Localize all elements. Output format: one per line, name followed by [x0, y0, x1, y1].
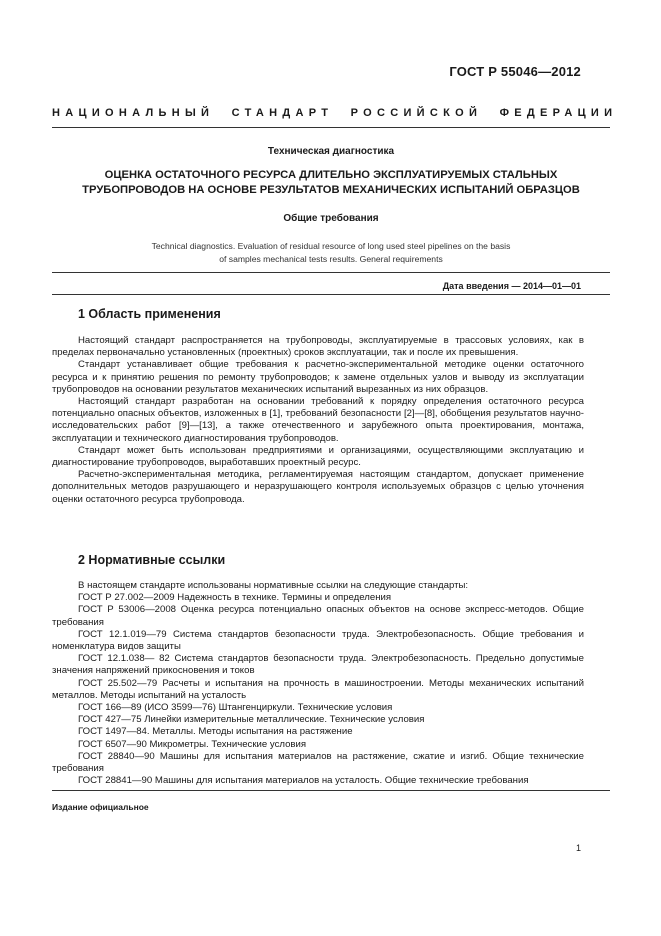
section-1-heading: 1 Область применения [78, 307, 221, 321]
reference-item: ГОСТ 166—89 (ИСО 3599—76) Штангенциркули. Технические условия [78, 702, 393, 714]
paragraph: Настоящий стандарт разработан на основании требований к порядку определения остаточного ресурса потенциально опасных объектов, изложенных в [1], требований безопасности [2]—[8], обобщения результатов научно-исследовательских работ [9]—[13], а также отечественного и зарубежного опыта проектирования, монтажа, эксплуатации и технического диагностирования трубопроводов. [52, 396, 584, 444]
document-title: ОЦЕНКА ОСТАТОЧНОГО РЕСУРСА ДЛИТЕЛЬНО ЭКСПЛУАТИРУЕМЫХ СТАЛЬНЫХ ТРУБОПРОВОДОВ НА ОСНОВЕ РЕЗУЛЬТАТОВ МЕХАНИЧЕСКИХ ИСПЫТАНИЙ ОБРАЗЦОВ [82, 169, 580, 196]
page-number: 1 [576, 843, 582, 853]
section-1-body [52, 335, 584, 506]
reference-item: ГОСТ 12.1.019—79 Система стандартов безопасности труда. Электробезопасность. Общие требования и номенклатура видов защиты [52, 628, 584, 653]
reference-item: ГОСТ 28840—90 Машины для испытания материалов на растяжение, сжатие и изгиб. Общие технические требования [52, 750, 584, 775]
edition-label: Издание официальное [52, 802, 149, 812]
title-divider [52, 272, 610, 273]
effective-date: Дата введения — 2014—01—01 [442, 281, 581, 291]
reference-item: ГОСТ Р 53006—2008 Оценка ресурса потенциально опасных объектов на основе экспресс-методов. Общие требования [52, 604, 584, 628]
reference-item: ГОСТ 25.502—79 Расчеты и испытания на прочность в машиностроении. Методы механических испытаний металлов. Методы испытаний на усталость [52, 677, 584, 701]
paragraph: Расчетно-экспериментальная методика, регламентируемая настоящим стандартом, допускает применение дополнительных методов разрушающего и неразрушающего контроля используемых образцов с целью уточнения оценки остаточного ресурса трубопровода. [52, 469, 584, 505]
paragraph: Стандарт может быть использован предприятиями и организациями, осуществляющими эксплуатацию и диагностирование трубопроводов, выработавших проектный ресурс. [52, 444, 584, 469]
reference-item: ГОСТ 427—75 Линейки измерительные металлические. Технические условия [78, 714, 425, 726]
date-divider [52, 294, 610, 295]
document-subtitle: Общие требования [283, 213, 379, 224]
references-intro: В настоящем стандарте использованы нормативные ссылки на следующие стандарты: [78, 580, 469, 591]
paragraph: Стандарт устанавливает общие требования к расчетно-экспериментальной методике оценки остаточного ресурса и к принятию решения по ремонту трубопроводов; к замене отдельных узлов и выводу из эксплуатации трубопроводов на основании результатов механических испытаний вырезанных из них образцов. [52, 359, 584, 395]
section-2-heading: 2 Нормативные ссылки [78, 553, 226, 567]
reference-item: ГОСТ 12.1.038— 82 Система стандартов безопасности труда. Электробезопасность. Предельно допустимые значения напряжений прикосновения и токов [52, 653, 584, 677]
footer-divider [52, 790, 610, 791]
reference-item: ГОСТ 28841—90 Машины для испытания материалов на усталость. Общие технические требования [78, 775, 529, 787]
national-standard-banner: НАЦИОНАЛЬНЫЙ СТАНДАРТ РОССИЙСКОЙ ФЕДЕРАЦИИ [52, 107, 618, 119]
paragraph: Настоящий стандарт распространяется на трубопроводы, эксплуатируемые в трассовых условиях, как в пределах первоначально установленных (проектных) сроков эксплуатации, так и после их превышения. [52, 335, 584, 359]
reference-item: ГОСТ 1497—84. Металлы. Методы испытания на растяжение [78, 726, 353, 738]
subject-heading: Техническая диагностика [267, 146, 395, 157]
reference-item: ГОСТ 6507—90 Микрометры. Технические условия [78, 738, 307, 750]
normative-references [52, 580, 584, 787]
document-id: ГОСТ Р 55046—2012 [449, 64, 581, 79]
reference-item: ГОСТ Р 27.002—2009 Надежность в технике. Термины и определения [78, 592, 392, 604]
english-title: Technical diagnostics. Evaluation of residual resource of long used steel pipelines on the basis of samples mechanical tests results. General requirements [151, 241, 511, 264]
top-divider [52, 127, 610, 128]
